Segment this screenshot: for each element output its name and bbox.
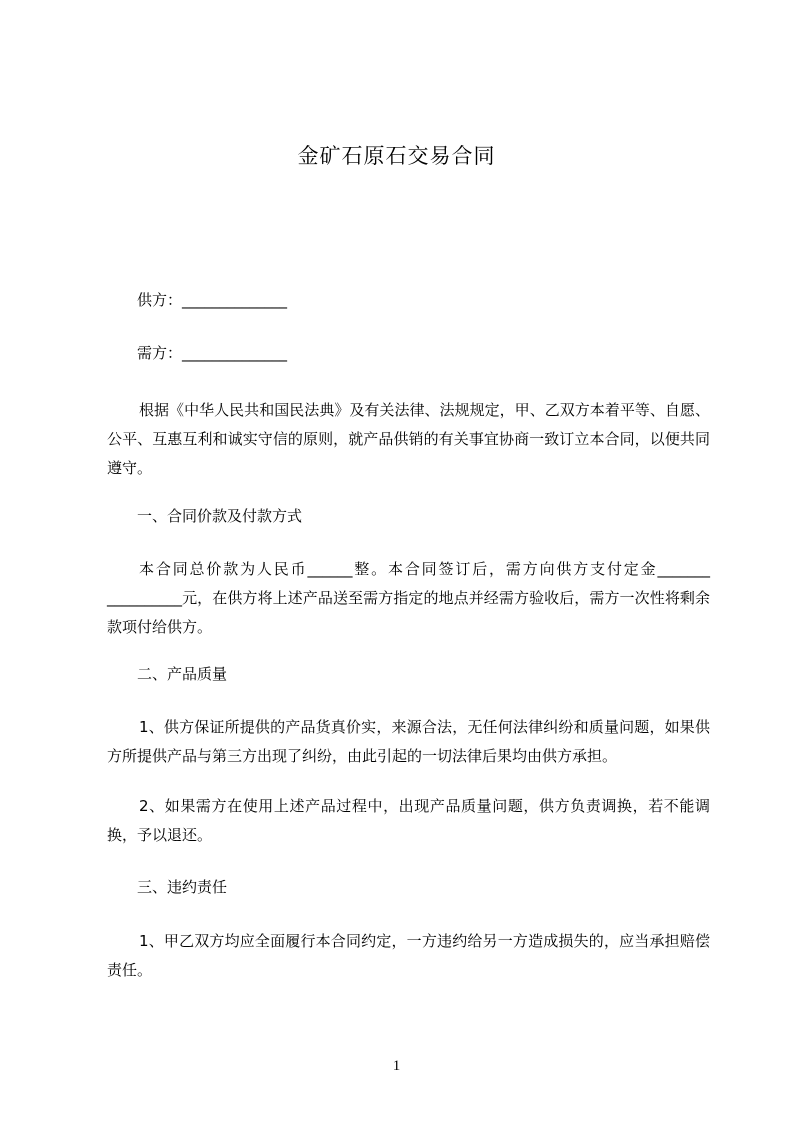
buyer-label: 需方： xyxy=(137,344,183,362)
supplier-label: 供方： xyxy=(137,291,183,309)
supplier-blank: ______________ xyxy=(182,291,288,309)
buyer-line xyxy=(137,343,287,363)
intro-paragraph: 根据《中华人民共和国民法典》及有关法律、法规规定，甲、乙双方本着平等、自愿、公平、互惠互利和诚实守信的原则，就产品供销的有关事宜协商一致订立本合同，以便共同遵守。 xyxy=(107,401,710,477)
supplier-line xyxy=(137,290,287,310)
page-number: 1 xyxy=(392,1058,401,1074)
section-heading: 一、合同价款及付款方式 xyxy=(137,507,303,525)
section-paragraph: 2、如果需方在使用上述产品过程中，出现产品质量问题，供方负责调换，若不能调换，予以退还。 xyxy=(107,797,710,844)
section-paragraph: 1、甲乙双方均应全面履行本合同约定，一方违约给另一方造成损失的，应当承担赔偿责任。 xyxy=(107,932,710,979)
buyer-blank: ______________ xyxy=(182,344,288,362)
document-title: 金矿石原石交易合同 xyxy=(297,144,496,168)
section-paragraph: 本合同总价款为人民币______整。本合同签订后，需方向供方支付定金_______ __________元，在供方将上述产品送至需方指定的地点并经需方验收后，需方一次性将剩余款项付给供方。 xyxy=(107,560,710,636)
section-heading: 三、违约责任 xyxy=(137,878,228,896)
section-heading: 二、产品质量 xyxy=(137,665,228,683)
section-paragraph: 1、供方保证所提供的产品货真价实，来源合法，无任何法律纠纷和质量问题，如果供方所提供产品与第三方出现了纠纷，由此引起的一切法律后果均由供方承担。 xyxy=(107,718,710,765)
